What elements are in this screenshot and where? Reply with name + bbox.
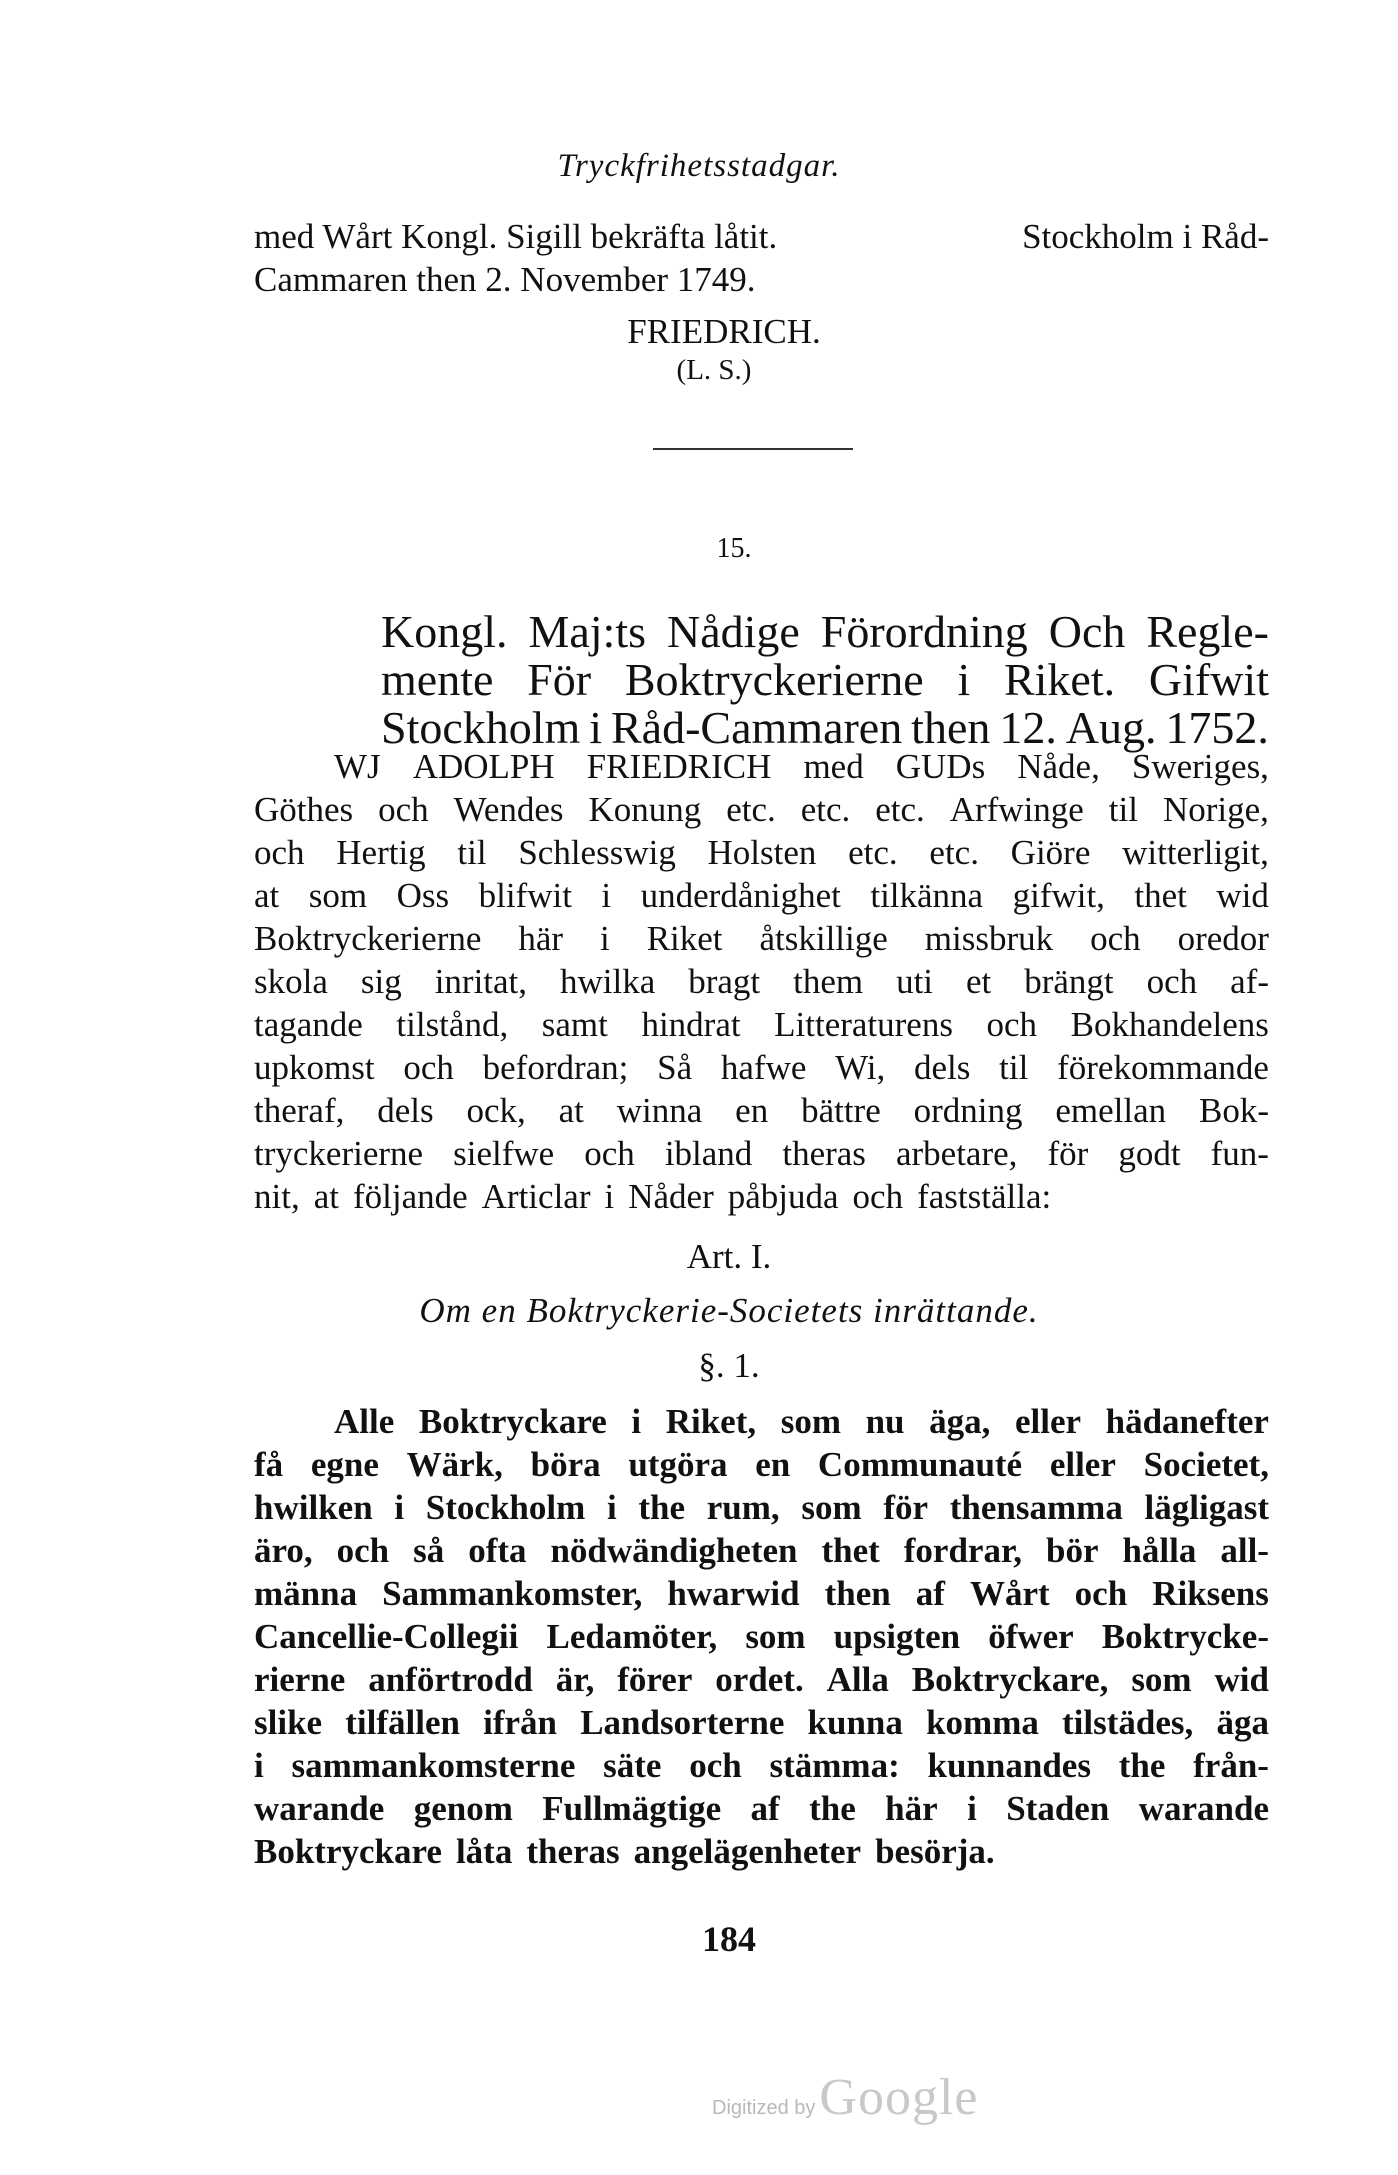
word: Boktryckare xyxy=(254,1832,442,1871)
word: arbetare, xyxy=(895,1134,1018,1173)
word: och xyxy=(986,1005,1038,1044)
word: ADOLPH xyxy=(412,747,555,786)
word: Sammankomster, xyxy=(382,1574,643,1613)
running-head: Tryckfrihetsstadgar. xyxy=(557,148,841,184)
word: the xyxy=(809,1789,856,1828)
text-line xyxy=(254,960,1269,1003)
text-line xyxy=(254,1658,1269,1701)
word: tilfällen xyxy=(345,1703,460,1742)
word: männa xyxy=(254,1574,358,1613)
text-line xyxy=(254,1701,1269,1744)
word: theras xyxy=(526,1832,620,1871)
word: Riket, xyxy=(665,1402,757,1441)
text-line xyxy=(254,1443,1269,1486)
word: Bok- xyxy=(1199,1091,1269,1130)
word: FRIEDRICH xyxy=(586,747,772,786)
word: Så xyxy=(657,1048,693,1087)
word: genom xyxy=(413,1789,513,1828)
word: kunna xyxy=(807,1703,903,1742)
text-line xyxy=(254,1787,1269,1830)
word: och xyxy=(852,1177,904,1216)
article-text xyxy=(254,1400,1269,1873)
word: i xyxy=(967,1789,977,1828)
word: Konung xyxy=(588,790,702,829)
word: förer xyxy=(617,1660,693,1699)
digitized-prefix: Digitized by xyxy=(712,2097,816,2119)
word: fordrar, xyxy=(903,1531,1023,1570)
word: fastställa: xyxy=(917,1177,1052,1216)
word: af xyxy=(750,1789,780,1828)
word: hwilka xyxy=(560,962,656,1001)
word: Nåder xyxy=(628,1177,714,1216)
word: från- xyxy=(1193,1746,1269,1785)
word: Cancellie-Collegii xyxy=(254,1617,519,1656)
word: all- xyxy=(1220,1531,1269,1570)
word: för xyxy=(883,1488,929,1527)
word: at xyxy=(254,876,280,915)
seal-mark: (L. S.) xyxy=(676,354,752,386)
word: Hertig xyxy=(336,833,426,872)
word: och xyxy=(378,790,429,829)
word: til xyxy=(457,833,487,872)
word: sammankomsterne xyxy=(291,1746,576,1785)
word: i xyxy=(604,1177,615,1216)
word: eller xyxy=(1014,1402,1082,1441)
word: påbjuda xyxy=(727,1177,839,1216)
word: ofta xyxy=(468,1531,527,1570)
word: Förordning xyxy=(820,606,1028,657)
word: böra xyxy=(530,1445,601,1484)
word: WJ xyxy=(334,747,381,786)
word: För xyxy=(527,654,592,705)
word: missbruk xyxy=(924,919,1054,958)
article-subheading: Om en Boktryckerie-Societets inrättande. xyxy=(419,1291,1039,1330)
word: inritat, xyxy=(434,962,528,1001)
text-line xyxy=(254,831,1269,874)
word: en xyxy=(735,1091,769,1130)
word: oredor xyxy=(1177,919,1269,958)
word: etc. xyxy=(726,790,776,829)
word: then xyxy=(824,1574,891,1613)
word: thensamma xyxy=(949,1488,1123,1527)
word: komma xyxy=(926,1703,1039,1742)
word: är, xyxy=(555,1660,595,1699)
word: Boktrycke- xyxy=(1101,1617,1269,1656)
word: winna xyxy=(616,1091,703,1130)
continuation-line xyxy=(254,215,1269,258)
word: af- xyxy=(1230,962,1269,1001)
text-line xyxy=(254,1529,1269,1572)
text-line xyxy=(254,1089,1269,1132)
word: i xyxy=(601,876,612,915)
word: Wi, xyxy=(835,1048,886,1087)
word: i xyxy=(254,1746,264,1785)
word: Regle- xyxy=(1146,606,1269,657)
word: thet xyxy=(1134,876,1187,915)
word: sig xyxy=(360,962,402,1001)
word: Ledamöter, xyxy=(546,1617,718,1656)
word: i xyxy=(394,1488,405,1527)
word: warande xyxy=(1138,1789,1269,1828)
word: Communauté xyxy=(817,1445,1023,1484)
word: Riksens xyxy=(1152,1574,1269,1613)
word: äga xyxy=(1216,1703,1269,1742)
word: i xyxy=(631,1402,642,1441)
word: the xyxy=(1118,1746,1166,1785)
word: nödwändigheten xyxy=(550,1531,798,1570)
word: Litteraturens xyxy=(774,1005,953,1044)
word: stämma: xyxy=(769,1746,900,1785)
word: nu xyxy=(865,1402,905,1441)
word: Nåde, xyxy=(1017,747,1100,786)
word: besörja. xyxy=(875,1832,995,1871)
word: med xyxy=(803,747,864,786)
word: af xyxy=(915,1574,945,1613)
word: wid xyxy=(1214,1660,1269,1699)
word: förekommande xyxy=(1057,1048,1269,1087)
word: Wårt xyxy=(969,1574,1050,1613)
word: utgöra xyxy=(628,1445,728,1484)
word: nit, xyxy=(254,1177,300,1216)
word: wid xyxy=(1216,876,1269,915)
word: Oss xyxy=(396,876,450,915)
word: 12. xyxy=(999,702,1057,753)
word: och xyxy=(1146,962,1198,1001)
word: GUDs xyxy=(895,747,986,786)
word: ordning xyxy=(913,1091,1023,1130)
word: och xyxy=(403,1048,454,1087)
word: 1752. xyxy=(1165,702,1269,753)
word: Stockholm xyxy=(425,1488,586,1527)
word: och xyxy=(1090,919,1141,958)
word: och xyxy=(584,1134,635,1173)
word: äro, xyxy=(254,1531,313,1570)
word: lägligast xyxy=(1144,1488,1269,1527)
word: tilstånd, xyxy=(396,1005,509,1044)
word: dels xyxy=(914,1048,971,1087)
word: the xyxy=(638,1488,686,1527)
word: tryckerierne xyxy=(254,1134,424,1173)
word: til xyxy=(999,1048,1029,1087)
word: som xyxy=(780,1402,841,1441)
word: tilkänna xyxy=(870,876,984,915)
word: hwarwid xyxy=(667,1574,800,1613)
text-line xyxy=(254,788,1269,831)
text-line xyxy=(254,1830,1269,1873)
word: Kongl. xyxy=(381,606,508,657)
continuation-fragment: Cammaren then 2. November 1749. xyxy=(254,260,756,299)
word: ibland xyxy=(664,1134,753,1173)
word: i xyxy=(606,1488,617,1527)
text-line xyxy=(254,874,1269,917)
text-line xyxy=(254,1486,1269,1529)
text-line xyxy=(254,1003,1269,1046)
word: then xyxy=(911,702,991,753)
word: bättre xyxy=(801,1091,881,1130)
word: them xyxy=(793,962,864,1001)
word: få xyxy=(254,1445,284,1484)
word: som xyxy=(308,876,368,915)
word: witterligit, xyxy=(1122,833,1269,872)
text-line xyxy=(254,1615,1269,1658)
word: Boktryckerierne xyxy=(254,919,482,958)
word: sielfwe xyxy=(453,1134,555,1173)
word: hålla xyxy=(1122,1531,1197,1570)
ordinance-title xyxy=(381,608,1269,752)
word: som xyxy=(801,1488,862,1527)
word: kunnandes xyxy=(927,1746,1091,1785)
word: et xyxy=(966,962,992,1001)
text-line xyxy=(254,1046,1269,1089)
word: Staden xyxy=(1006,1789,1110,1828)
word: godt xyxy=(1118,1134,1181,1173)
text-line xyxy=(254,1400,1269,1443)
word: at xyxy=(313,1177,339,1216)
word: så xyxy=(413,1531,445,1570)
section-number: 15. xyxy=(716,533,752,564)
word: emellan xyxy=(1055,1091,1167,1130)
word: låta xyxy=(455,1832,513,1871)
text-line xyxy=(254,1572,1269,1615)
section-divider xyxy=(653,448,853,450)
word: Wendes xyxy=(453,790,564,829)
digitized-watermark xyxy=(712,2068,978,2127)
text-line xyxy=(254,917,1269,960)
word: hafwe xyxy=(720,1048,807,1087)
word: och xyxy=(689,1746,742,1785)
word: Boktryckare xyxy=(418,1402,607,1441)
word: anförtrodd xyxy=(368,1660,533,1699)
word: bör xyxy=(1045,1531,1099,1570)
word: Fullmägtige xyxy=(542,1789,722,1828)
google-logo: Google xyxy=(819,2069,979,2126)
word: Boktryckare, xyxy=(911,1660,1109,1699)
word: slike xyxy=(254,1703,323,1742)
signature: FRIEDRICH. xyxy=(627,312,821,351)
word: här xyxy=(518,919,564,958)
word: Råd-Cammaren xyxy=(611,702,903,753)
word: Bokhandelens xyxy=(1070,1005,1269,1044)
word: tagande xyxy=(254,1005,363,1044)
word: Societet, xyxy=(1143,1445,1269,1484)
word: samt xyxy=(541,1005,608,1044)
word: ordet. xyxy=(715,1660,804,1699)
word: för xyxy=(1047,1134,1089,1173)
word: Maj:ts xyxy=(528,606,647,657)
word: som xyxy=(745,1617,806,1656)
word: här xyxy=(885,1789,938,1828)
word: rierne xyxy=(254,1660,346,1699)
word: Arfwinge xyxy=(949,790,1084,829)
word: mente xyxy=(381,654,494,705)
word: Landsorterne xyxy=(580,1703,785,1742)
page-number: 184 xyxy=(702,1919,756,1959)
word: til xyxy=(1108,790,1138,829)
word: Schlesswig xyxy=(518,833,676,872)
word: Boktryckerierne xyxy=(624,654,924,705)
word: som xyxy=(1131,1660,1192,1699)
word: uti xyxy=(896,962,934,1001)
word: tilstädes, xyxy=(1062,1703,1194,1742)
word: gifwit, xyxy=(1012,876,1105,915)
word: Alla xyxy=(826,1660,889,1699)
word: warande xyxy=(254,1789,385,1828)
article-heading: Art. I. xyxy=(686,1237,772,1276)
word: Wärk, xyxy=(406,1445,503,1484)
word: skola xyxy=(254,962,328,1001)
word: Sweriges, xyxy=(1131,747,1269,786)
text-line xyxy=(254,1175,1269,1218)
continuation-text xyxy=(254,215,1269,301)
word: upsigten xyxy=(833,1617,961,1656)
word: hindrat xyxy=(641,1005,741,1044)
word: dels xyxy=(377,1091,434,1130)
word: theras xyxy=(782,1134,866,1173)
word: åtskillige xyxy=(759,919,888,958)
word: Och xyxy=(1048,606,1126,657)
word: ifrån xyxy=(483,1703,558,1742)
word: bragt xyxy=(688,962,761,1001)
word: följande xyxy=(352,1177,468,1216)
word: ock, xyxy=(466,1091,526,1130)
word: säte xyxy=(603,1746,662,1785)
word: och xyxy=(1074,1574,1128,1613)
word: angelägenheter xyxy=(633,1832,862,1871)
text-line xyxy=(254,1132,1269,1175)
continuation-fragment: Stockholm i Råd- xyxy=(1022,217,1269,256)
word: blifwit xyxy=(478,876,572,915)
word: thet xyxy=(821,1531,880,1570)
word: egne xyxy=(310,1445,379,1484)
word: Riket xyxy=(646,919,723,958)
title-line xyxy=(381,656,1269,704)
word: äga, xyxy=(929,1402,991,1441)
continuation-line xyxy=(254,258,1269,301)
word: och xyxy=(254,833,305,872)
word: etc. xyxy=(875,790,925,829)
word: Stockholm xyxy=(381,702,581,753)
word: Aug. xyxy=(1065,702,1157,753)
word: etc. xyxy=(800,790,851,829)
word: Göthes xyxy=(254,790,354,829)
text-line xyxy=(254,1744,1269,1787)
word: befordran; xyxy=(482,1048,629,1087)
word: underdånighet xyxy=(640,876,841,915)
text-line xyxy=(254,745,1269,788)
word: i xyxy=(589,702,603,753)
word: eller xyxy=(1049,1445,1116,1484)
word: upkomst xyxy=(254,1048,375,1087)
word: hwilken xyxy=(254,1488,373,1527)
word: i xyxy=(957,654,971,705)
word: Norige, xyxy=(1162,790,1269,829)
preamble-text xyxy=(254,745,1269,1218)
word: rum, xyxy=(706,1488,780,1527)
word: i xyxy=(600,919,610,958)
word: Riket. xyxy=(1003,654,1116,705)
word: hädanefter xyxy=(1105,1402,1269,1441)
word: fun- xyxy=(1210,1134,1269,1173)
word: Gifwit xyxy=(1148,654,1269,705)
word: Alle xyxy=(334,1402,395,1441)
word: Nådige xyxy=(666,606,800,657)
word: at xyxy=(558,1091,584,1130)
word: theraf, xyxy=(254,1091,345,1130)
word: Holsten xyxy=(707,833,817,872)
word: och xyxy=(336,1531,390,1570)
title-line xyxy=(381,608,1269,656)
word: brängt xyxy=(1024,962,1114,1001)
word: Giöre xyxy=(1010,833,1091,872)
word: Articlar xyxy=(481,1177,591,1216)
paragraph-mark: §. 1. xyxy=(698,1346,760,1385)
word: en xyxy=(755,1445,791,1484)
word: etc. xyxy=(929,833,979,872)
continuation-fragment: med Wårt Kongl. Sigill bekräfta låtit. xyxy=(254,217,778,256)
word: etc. xyxy=(848,833,898,872)
word: öfwer xyxy=(988,1617,1074,1656)
